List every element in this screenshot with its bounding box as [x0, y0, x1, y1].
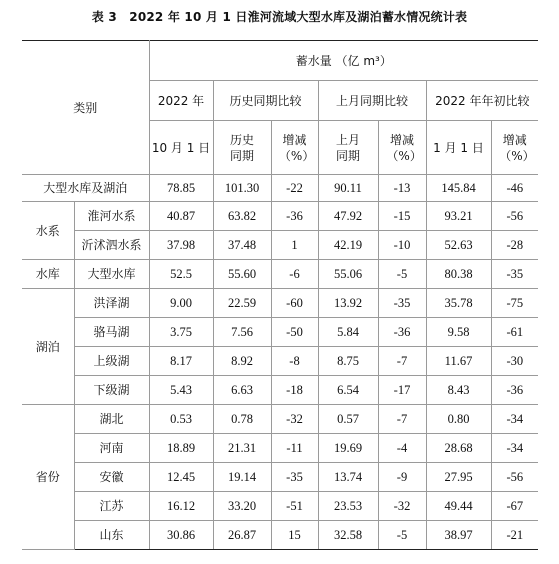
value-yearstart: 80.38: [426, 260, 491, 289]
table-row: [22, 521, 538, 550]
value-lastmonth: 90.11: [318, 175, 378, 202]
row-label: 江苏: [74, 492, 149, 521]
change-lastmonth: -9: [378, 463, 426, 492]
value-yearstart: 0.80: [426, 405, 491, 434]
value-yearstart: 38.97: [426, 521, 491, 550]
value-yearstart: 52.63: [426, 231, 491, 260]
change-lastmonth: -5: [378, 521, 426, 550]
change-yearstart: -34: [491, 434, 538, 463]
table-row: [22, 231, 538, 260]
table-row: [22, 347, 538, 376]
value-lastmonth: 55.06: [318, 260, 378, 289]
change-hist: -50: [271, 318, 318, 347]
value-hist: 63.82: [213, 202, 271, 231]
value-lastmonth: 8.75: [318, 347, 378, 376]
value-yearstart: 145.84: [426, 175, 491, 202]
value-hist: 21.31: [213, 434, 271, 463]
value-yearstart: 35.78: [426, 289, 491, 318]
change-yearstart: -75: [491, 289, 538, 318]
row-label: 河南: [74, 434, 149, 463]
value-2022: 12.45: [149, 463, 213, 492]
value-hist: 8.92: [213, 347, 271, 376]
value-hist: 0.78: [213, 405, 271, 434]
change-lastmonth: -36: [378, 318, 426, 347]
row-label: 洪泽湖: [74, 289, 149, 318]
value-2022: 9.00: [149, 289, 213, 318]
change-lastmonth: -10: [378, 231, 426, 260]
change-yearstart: -30: [491, 347, 538, 376]
change-yearstart: -67: [491, 492, 538, 521]
col-2022-date: 10 月 1 日: [149, 121, 213, 175]
row-label: 淮河水系: [74, 202, 149, 231]
value-lastmonth: 42.19: [318, 231, 378, 260]
change-hist: -51: [271, 492, 318, 521]
change-yearstart: -61: [491, 318, 538, 347]
change-yearstart: -35: [491, 260, 538, 289]
table-row: [22, 289, 538, 318]
value-yearstart: 8.43: [426, 376, 491, 405]
value-lastmonth: 6.54: [318, 376, 378, 405]
col-yearstart-date: 1 月 1 日: [426, 121, 491, 175]
col-hist-header: 历史同期比较: [213, 81, 318, 121]
change-yearstart: -28: [491, 231, 538, 260]
row-label: 沂沭泗水系: [74, 231, 149, 260]
value-2022: 0.53: [149, 405, 213, 434]
value-lastmonth: 5.84: [318, 318, 378, 347]
col-lastmonth-value: 上月同期: [318, 121, 378, 175]
value-2022: 52.5: [149, 260, 213, 289]
value-yearstart: 27.95: [426, 463, 491, 492]
group-province: 省份: [22, 405, 74, 550]
value-hist: 6.63: [213, 376, 271, 405]
change-hist: -32: [271, 405, 318, 434]
change-lastmonth: -7: [378, 405, 426, 434]
change-hist: -18: [271, 376, 318, 405]
change-yearstart: -34: [491, 405, 538, 434]
table-caption: [0, 0, 559, 26]
value-2022: 3.75: [149, 318, 213, 347]
storage-table: [22, 40, 538, 550]
table-title: 2022 年 10 月 1 日淮河流域大型水库及湖泊蓄水情况统计表: [129, 10, 468, 24]
change-hist: -8: [271, 347, 318, 376]
value-2022: 8.17: [149, 347, 213, 376]
value-hist: 33.20: [213, 492, 271, 521]
change-hist: -11: [271, 434, 318, 463]
change-hist: 1: [271, 231, 318, 260]
change-hist: 15: [271, 521, 318, 550]
col-lastmonth-header: 上月同期比较: [318, 81, 426, 121]
change-hist: -6: [271, 260, 318, 289]
value-lastmonth: 13.92: [318, 289, 378, 318]
change-lastmonth: -35: [378, 289, 426, 318]
row-label: 骆马湖: [74, 318, 149, 347]
change-hist: -36: [271, 202, 318, 231]
table-row: [22, 463, 538, 492]
value-hist: 37.48: [213, 231, 271, 260]
change-yearstart: -46: [491, 175, 538, 202]
category-header: 类别: [22, 41, 149, 175]
table-row: [22, 405, 538, 434]
value-yearstart: 11.67: [426, 347, 491, 376]
group-reservoir: 水库: [22, 260, 74, 289]
value-lastmonth: 23.53: [318, 492, 378, 521]
value-2022: 78.85: [149, 175, 213, 202]
value-2022: 18.89: [149, 434, 213, 463]
change-lastmonth: -4: [378, 434, 426, 463]
table-row: [22, 175, 538, 202]
change-lastmonth: -7: [378, 347, 426, 376]
value-hist: 22.59: [213, 289, 271, 318]
col-lastmonth-change: 增减（%）: [378, 121, 426, 175]
row-label: 湖北: [74, 405, 149, 434]
change-hist: -60: [271, 289, 318, 318]
value-lastmonth: 13.74: [318, 463, 378, 492]
value-2022: 16.12: [149, 492, 213, 521]
value-2022: 40.87: [149, 202, 213, 231]
table-row: [22, 202, 538, 231]
row-label: 山东: [74, 521, 149, 550]
value-2022: 5.43: [149, 376, 213, 405]
group-water-system: 水系: [22, 202, 74, 260]
change-hist: -35: [271, 463, 318, 492]
storage-header: 蓄水量 （亿 m³）: [149, 41, 538, 81]
value-yearstart: 93.21: [426, 202, 491, 231]
row-label: 大型水库及湖泊: [22, 175, 149, 202]
change-lastmonth: -32: [378, 492, 426, 521]
value-yearstart: 49.44: [426, 492, 491, 521]
value-hist: 26.87: [213, 521, 271, 550]
group-lake: 湖泊: [22, 289, 74, 405]
change-yearstart: -56: [491, 463, 538, 492]
value-hist: 19.14: [213, 463, 271, 492]
change-yearstart: -36: [491, 376, 538, 405]
value-lastmonth: 47.92: [318, 202, 378, 231]
value-lastmonth: 0.57: [318, 405, 378, 434]
col-hist-value: 历史同期: [213, 121, 271, 175]
change-yearstart: -56: [491, 202, 538, 231]
row-label: 上级湖: [74, 347, 149, 376]
value-hist: 55.60: [213, 260, 271, 289]
col-hist-change: 增减（%）: [271, 121, 318, 175]
change-yearstart: -21: [491, 521, 538, 550]
row-label: 下级湖: [74, 376, 149, 405]
value-2022: 30.86: [149, 521, 213, 550]
value-lastmonth: 19.69: [318, 434, 378, 463]
table-row: [22, 260, 538, 289]
change-lastmonth: -17: [378, 376, 426, 405]
header-row-1: [22, 41, 538, 81]
col-yearstart-change: 增减（%）: [491, 121, 538, 175]
table-row: [22, 318, 538, 347]
row-label: 安徽: [74, 463, 149, 492]
change-lastmonth: -15: [378, 202, 426, 231]
value-hist: 7.56: [213, 318, 271, 347]
value-lastmonth: 32.58: [318, 521, 378, 550]
col-yearstart-header: 2022 年年初比较: [426, 81, 538, 121]
row-label: 大型水库: [74, 260, 149, 289]
value-yearstart: 28.68: [426, 434, 491, 463]
value-hist: 101.30: [213, 175, 271, 202]
change-lastmonth: -13: [378, 175, 426, 202]
value-2022: 37.98: [149, 231, 213, 260]
table-row: [22, 376, 538, 405]
table-number: 表 3: [91, 10, 117, 24]
value-yearstart: 9.58: [426, 318, 491, 347]
change-hist: -22: [271, 175, 318, 202]
col-2022-header: 2022 年: [149, 81, 213, 121]
table-row: [22, 492, 538, 521]
change-lastmonth: -5: [378, 260, 426, 289]
table-row: [22, 434, 538, 463]
